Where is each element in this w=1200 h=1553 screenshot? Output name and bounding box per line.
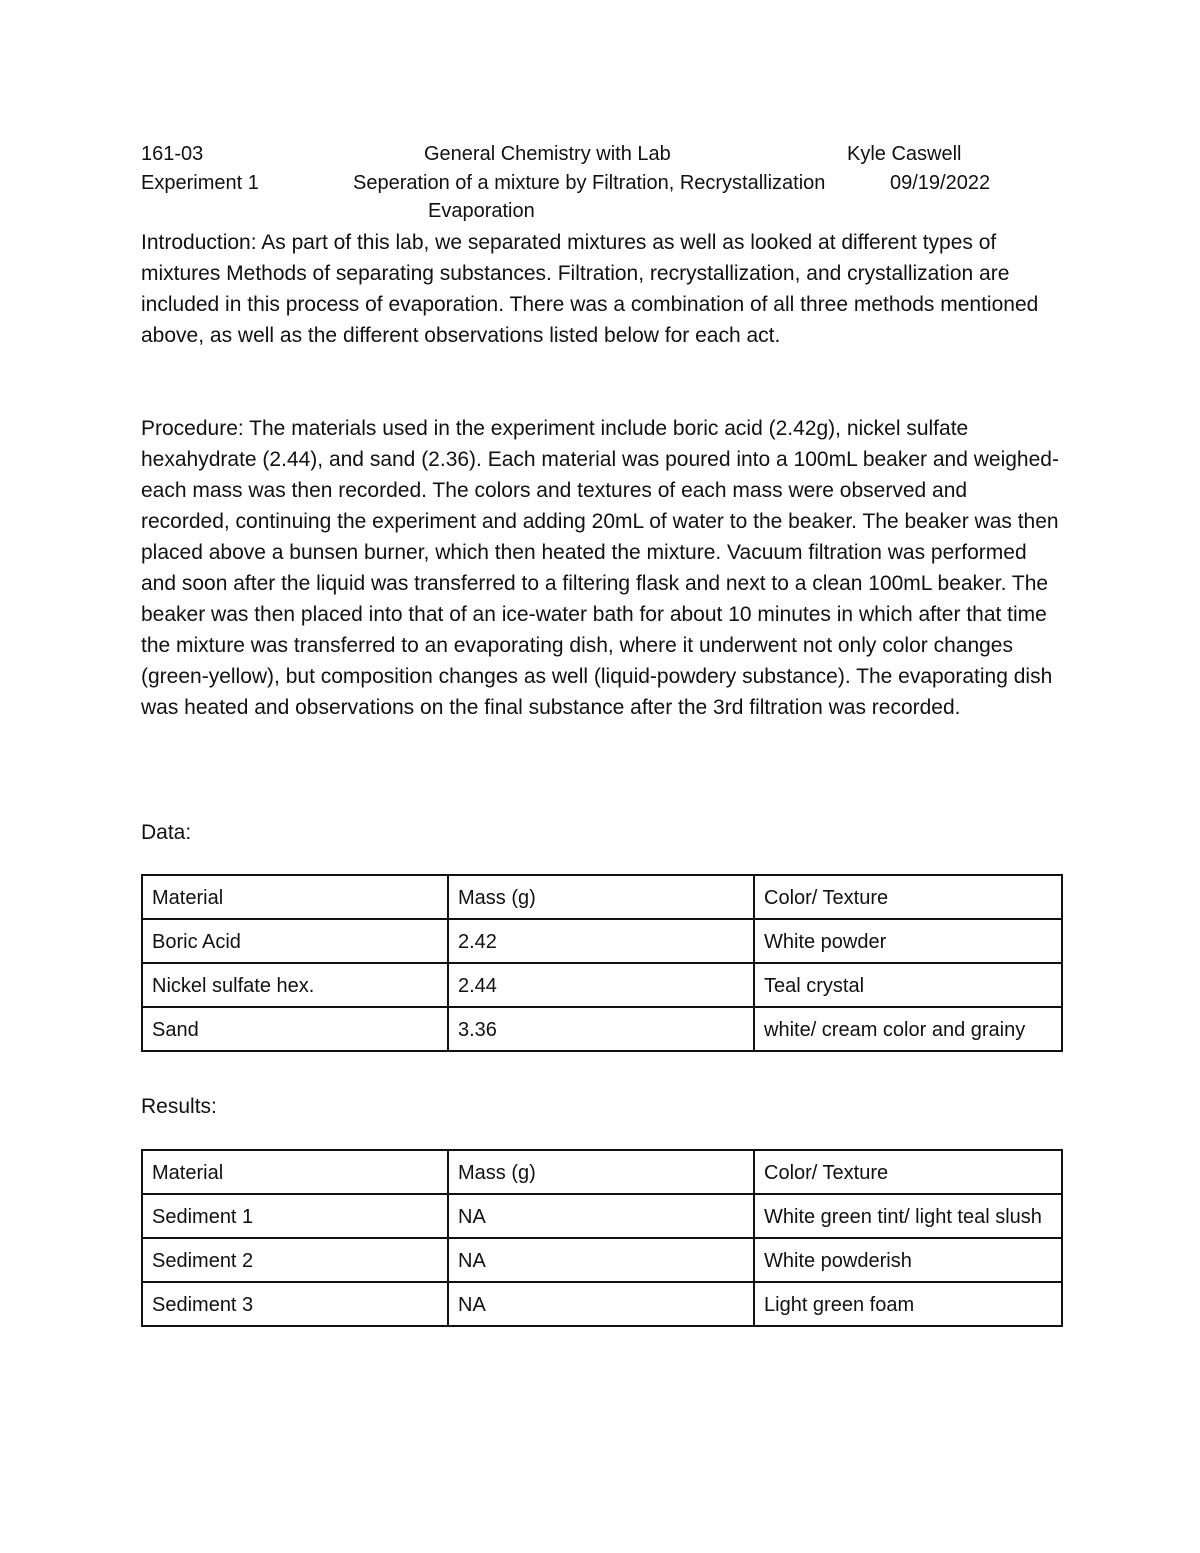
table-cell: White powderish <box>754 1238 1062 1282</box>
table-cell: white/ cream color and grainy <box>754 1007 1062 1051</box>
table-cell: Sediment 2 <box>142 1238 448 1282</box>
table-row <box>142 1282 1062 1326</box>
table-cell: Sand <box>142 1007 448 1051</box>
table-header-row <box>142 1150 1062 1194</box>
data-label: Data: <box>141 821 192 844</box>
table-row <box>142 1007 1062 1051</box>
table-cell: 3.36 <box>448 1007 754 1051</box>
table-cell: Teal crystal <box>754 963 1062 1007</box>
table-cell: Sediment 1 <box>142 1194 448 1238</box>
header-cell-mass: Mass (g) <box>448 1150 754 1194</box>
table-cell: White powder <box>754 919 1062 963</box>
data-table <box>141 874 1063 1052</box>
header-row-1 <box>141 140 1061 168</box>
table-cell: Sediment 3 <box>142 1282 448 1326</box>
experiment-title-continued: Evaporation <box>428 200 535 222</box>
table-cell: NA <box>448 1194 754 1238</box>
header-cell-color-texture: Color/ Texture <box>754 1150 1062 1194</box>
table-cell: 2.42 <box>448 919 754 963</box>
experiment-title: Seperation of a mixture by Filtration, Recrystallization <box>353 172 826 194</box>
author-name: Kyle Caswell <box>847 143 962 165</box>
introduction-paragraph: Introduction: As part of this lab, we separated mixtures as well as looked at different types of mixtures Methods of separating substances. Filtration, recrystallization, and crystallization are included in this process of evaporation. There was a combination of all three methods mentioned above, as well as the different observations listed below for each act. <box>141 231 1039 347</box>
table-header-row <box>142 875 1062 919</box>
results-table <box>141 1149 1063 1327</box>
results-label: Results: <box>141 1095 217 1118</box>
table-row <box>142 1238 1062 1282</box>
header-cell-mass: Mass (g) <box>448 875 754 919</box>
header-row-3 <box>141 197 1061 225</box>
table-cell: White green tint/ light teal slush <box>754 1194 1062 1238</box>
header-cell-color-texture: Color/ Texture <box>754 875 1062 919</box>
experiment-number: Experiment 1 <box>141 172 259 194</box>
procedure-paragraph: Procedure: The materials used in the experiment include boric acid (2.42g), nickel sulfate hexahydrate (2.44), and sand (2.36). Each material was poured into a 100mL beaker and weighed- each mass was then recorded. The colors and textures of each mass were observed and recorded, continuing the experiment and adding 20mL of water to the beaker. The beaker was then placed above a bunsen burner, which then heated the mixture. Vacuum filtration was performed and soon after the liquid was transferred to a filtering flask and next to a clean 100mL beaker. The beaker was then placed into that of an ice-water bath for about 10 minutes in which after that time the mixture was transferred to an evaporating dish, where it underwent not only color changes (green-yellow), but composition changes as well (liquid-powdery substance). The evaporating dish was heated and observations on the final substance after the 3rd filtration was recorded. <box>141 417 1059 719</box>
header-cell-material: Material <box>142 1150 448 1194</box>
course-code: 161-03 <box>141 143 204 165</box>
report-date: 09/19/2022 <box>890 172 991 194</box>
table-cell: NA <box>448 1282 754 1326</box>
table-row <box>142 1194 1062 1238</box>
header-cell-material: Material <box>142 875 448 919</box>
table-row <box>142 963 1062 1007</box>
table-cell: Light green foam <box>754 1282 1062 1326</box>
table-cell: Boric Acid <box>142 919 448 963</box>
header-row-2 <box>141 169 1061 197</box>
table-cell: 2.44 <box>448 963 754 1007</box>
course-name: General Chemistry with Lab <box>424 143 671 165</box>
table-cell: NA <box>448 1238 754 1282</box>
table-cell: Nickel sulfate hex. <box>142 963 448 1007</box>
table-row <box>142 919 1062 963</box>
